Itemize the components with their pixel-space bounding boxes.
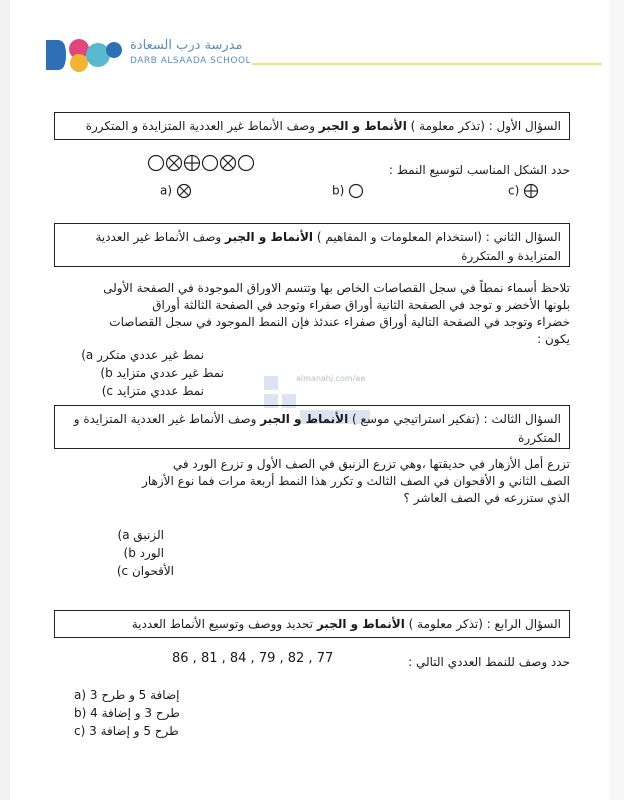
circle-icon bbox=[203, 156, 218, 171]
q3-option-b[interactable]: الورد b) bbox=[123, 546, 164, 560]
circle-icon bbox=[149, 156, 164, 171]
school-name-arabic: مدرسة درب السعادة bbox=[130, 38, 243, 53]
q2-option-a[interactable]: نمط غير عددي متكرر a) bbox=[81, 348, 204, 362]
q2-body-line: يكون : bbox=[537, 332, 570, 346]
q3-body-line: الذي ستزرعه في الصف العاشر ؟ bbox=[403, 491, 570, 505]
q3-body-line: تزرع أمل الأزهار في حديقتها ،وهي تزرع الزنبق في الصف الأول و تزرع الورد في bbox=[172, 457, 570, 471]
circle-x-icon bbox=[167, 156, 182, 171]
header-divider bbox=[252, 63, 602, 65]
q4-instruction: حدد وصف للنمط العددي التالي : bbox=[408, 655, 570, 669]
q2-body-line: تلاحظ أسماء نمطاً في سجل القصاصات الخاص بها وتتسم الاوراق الموجودة في الصفحة الأولى bbox=[103, 281, 570, 295]
q3-body-line: الصف الثاني و الأقحوان في الصف الثالث و تكرر هذا النمط أربعة مرات فما نوع الأزهار bbox=[142, 474, 570, 488]
q1-option-c[interactable]: c) bbox=[508, 183, 539, 199]
q4-sequence: 86 , 81 , 84 , 79 , 82 , 77 bbox=[172, 651, 334, 666]
q4-option-b[interactable]: b) طرح 3 و إضافة 4 bbox=[74, 706, 180, 720]
watermark-text: almanahj.com/ae bbox=[296, 374, 366, 383]
q2-body bbox=[50, 280, 570, 348]
circle-icon bbox=[239, 156, 254, 171]
q1-instruction: حدد الشكل المناسب لتوسيع النمط : bbox=[388, 163, 570, 177]
q1-pattern bbox=[147, 154, 257, 172]
q2-body-line: خضراء وتوجد في الصفحة التالية أوراق صفراء عندئذ فإن النمط الموجود في سجل القصاصات bbox=[109, 315, 570, 329]
school-name-english: DARB ALSAADA SCHOOL bbox=[130, 56, 252, 66]
question-1-title: السؤال الأول : (تذكر معلومة ) الأنماط و الجبر وصف الأنماط غير العددية المتزايدة و المتكررة bbox=[54, 112, 570, 140]
q1-option-a[interactable]: a) bbox=[160, 183, 192, 199]
question-2-title: السؤال الثاني : (استخدام المعلومات و المفاهيم ) الأنماط و الجبر وصف الأنماط غير العددية المتزايدة و المتكررة bbox=[54, 223, 570, 267]
circle-x-icon bbox=[176, 183, 192, 199]
q2-option-c[interactable]: نمط عددي متزايد c) bbox=[101, 384, 204, 398]
circle-plus-icon bbox=[523, 183, 539, 199]
q1-option-b[interactable]: b) bbox=[332, 183, 364, 199]
circle-x-icon bbox=[221, 156, 236, 171]
school-logo bbox=[44, 36, 122, 74]
q4-option-a[interactable]: a) إضافة 5 و طرح 3 bbox=[74, 688, 180, 702]
circle-icon bbox=[348, 183, 364, 199]
q4-option-c[interactable]: c) طرح 5 و إضافة 3 bbox=[74, 724, 179, 738]
question-4-title: السؤال الرابع : (تذكر معلومة ) الأنماط و الجبر تحديد ووصف وتوسيع الأنماط العددية bbox=[54, 610, 570, 638]
page-left-edge bbox=[0, 0, 10, 800]
q2-body-line: بلونها الأخضر و توجد في الصفحة الثانية أوراق صفراء وتوجد في الصفحة الثالثة أوراق bbox=[152, 298, 570, 312]
circle-plus-icon bbox=[185, 156, 200, 171]
q3-option-c[interactable]: الأقحوان c) bbox=[116, 564, 174, 578]
q3-body bbox=[50, 456, 570, 507]
page-right-edge bbox=[610, 0, 624, 800]
q2-option-b[interactable]: نمط غير عددي متزايد b) bbox=[100, 366, 224, 380]
question-3-title: السؤال الثالث : (تفكير استراتيجي موسع ) الأنماط و الجبر وصف الأنماط غير العددية المتزايدة و المتكررة bbox=[54, 405, 570, 449]
q3-option-a[interactable]: الزنبق a) bbox=[117, 528, 164, 542]
